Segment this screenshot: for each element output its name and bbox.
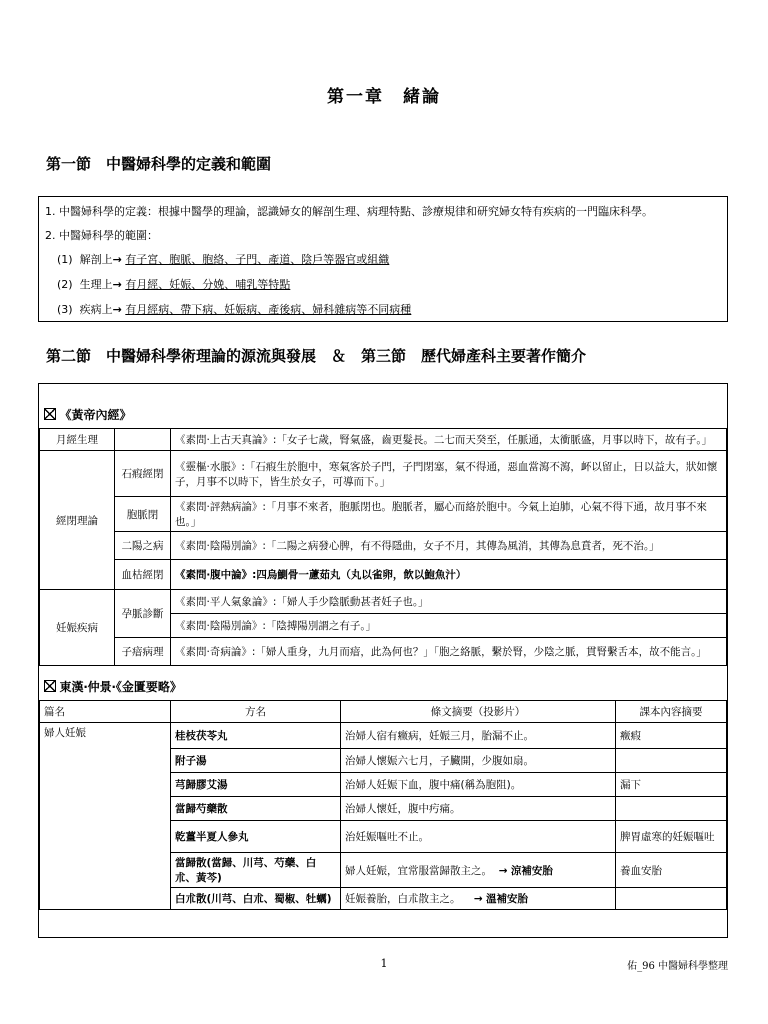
definition-line: 1. 中醫婦科學的定義：根據中醫學的理論，認識婦女的解剖生理、病理特點、診療規律和研究婦女特有疾病的一門臨床科學。 [45,205,653,218]
arrow-icon: → [112,278,122,291]
quote-cell: 《素問‧陰陽別論》:「陰搏陽別謂之有子。」 [171,614,727,638]
note-cell: 脾胃虛寒的妊娠嘔吐 [616,821,727,853]
jingui-header: 東漢‧仲景‧《金匱要略》 [40,672,727,701]
formula-cell: 附子湯 [171,749,341,773]
scope-line: 2. 中醫婦科學的範圍： [45,229,158,242]
column-header: 篇名 [40,701,171,723]
text-cell: 治婦人妊娠下血，腹中痛(稱為胞阻)。 [341,773,616,797]
text-cell: 治婦人懷妊，腹中㽲痛。 [341,797,616,821]
subcategory-cell: 胞脈閉 [115,497,171,532]
history-tables [38,383,728,938]
text-cell: 治婦人懷娠六七月，子臟開，少腹如扇。 [341,749,616,773]
formula-cell: 桂枝茯苓丸 [171,723,341,749]
text-cell: 妊娠養胎，白朮散主之。 → 溫補安胎 [341,888,616,910]
category-cell: 妊娠疾病 [40,590,115,666]
text-cell: 婦人妊娠，宜常服當歸散主之。 → 涼補安胎 [341,853,616,888]
quote-cell: 《素問‧平人氣象論》:「婦人手少陰脈動甚者妊子也。」 [171,590,727,614]
subcategory-cell: 血枯經閉 [115,560,171,590]
section23-heading: 第二節 中醫婦科學術理論的源流與發展 ＆ 第三節 歷代婦產科主要著作簡介 [46,347,587,365]
jingui-table [39,672,727,910]
scope-item-1: (1) 解剖上→ 有子宮、胞脈、胞絡、子門、產道、陰戶等器官或組織 [57,253,390,266]
subcategory-cell: 子瘖病理 [115,638,171,666]
note-cell: 漏下 [616,773,727,797]
column-header: 課本內容摘要 [616,701,727,723]
huangdi-header: 《黃帝內經》 [40,384,727,429]
subcategory-cell: 石瘕經閉 [115,451,171,497]
text-cell: 治婦人宿有癥病，妊娠三月，胎漏不止。 [341,723,616,749]
arrow-icon: → [112,253,122,266]
formula-cell: 白朮散(川芎、白朮、蜀椒、牡蠣) [171,888,341,910]
section1-heading: 第一節 中醫婦科學的定義和範圍 [46,155,272,173]
formula-cell: 乾薑半夏人參丸 [171,821,341,853]
footer-credit: 佑_96 中醫婦科學整理 [627,961,728,972]
note-cell: 癥瘕 [616,723,727,749]
subcategory-cell: 孕脈診斷 [115,590,171,638]
quote-cell: 《素問‧奇病論》:「婦人重身，九月而瘖，此為何也？」「胞之絡脈，繫於腎，少陰之脈，貫腎繫舌本，故不能言。」 [171,638,727,666]
quote-cell: 《素問‧陰陽別論》:「二陽之病發心脾，有不得隱曲，女子不月，其傳為風消，其傳為息賁者，死不治。」 [171,532,727,560]
quote-cell: 《素問‧腹中論》:四烏鰂骨一藘茹丸（丸以雀卵，飲以鮑魚汁） [171,560,727,590]
page-number: 1 [380,957,388,970]
chapter-cell: 婦人妊娠 [40,723,171,910]
note-cell [616,797,727,821]
column-header: 方名 [171,701,341,723]
definition-box [38,196,728,322]
huangdi-table [39,384,727,666]
formula-cell: 芎歸膠艾湯 [171,773,341,797]
quote-cell: 《素問‧上古天真論》:「女子七歲，腎氣盛，齒更髮長。二七而天癸至，任脈通，太衝脈盛，月事以時下，故有子。」 [171,429,727,451]
category-cell: 月經生理 [40,429,115,451]
quote-cell: 《靈樞‧水脹》:「石瘕生於胞中，寒氣客於子門，子門閉塞，氣不得通，惡血當瀉不瀉，衃以留止，日以益大，狀如懷子，月事不以時下，皆生於女子，可導而下。」 [171,451,727,497]
note-cell [616,749,727,773]
note-cell [616,888,727,910]
category-cell: 經閉理論 [40,451,115,590]
column-header: 條文摘要（投影片） [341,701,616,723]
checkbox-icon [44,408,56,420]
subcategory-cell: 二陽之病 [115,532,171,560]
page-title: 第一章 緒論 [327,87,441,107]
formula-cell: 當歸散(當歸、川芎、芍藥、白朮、黃芩) [171,853,341,888]
arrow-icon: → [498,864,508,877]
scope-item-3: (3) 疾病上→ 有月經病、帶下病、妊娠病、產後病、婦科雜病等不同病種 [57,303,412,316]
scope-item-2: (2) 生理上→ 有月經、妊娠、分娩、哺乳等特點 [57,278,291,291]
checkbox-icon [44,680,56,692]
arrow-icon: → [473,893,483,905]
text-cell: 治妊娠嘔吐不止。 [341,821,616,853]
formula-cell: 當歸芍藥散 [171,797,341,821]
quote-cell: 《素問‧評熱病論》:「月事不來者，胞脈閉也。胞脈者，屬心而絡於胞中。今氣上迫肺，心氣不得下通，故月事不來也。」 [171,497,727,532]
note-cell: 養血安胎 [616,853,727,888]
arrow-icon: → [112,303,122,316]
